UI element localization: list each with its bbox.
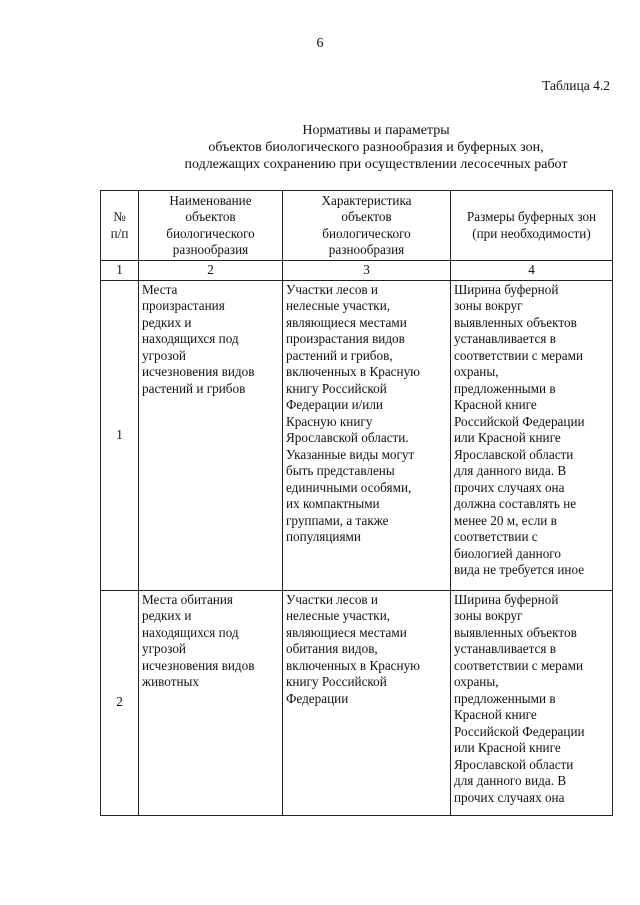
- table-row: [101, 590, 613, 815]
- header-characteristic: Характеристика объектов биологического разнообразия: [283, 191, 451, 261]
- table-row: [101, 280, 613, 590]
- buffer-size-cell: Ширина буферной зоны вокруг выявленных объектов устанавливается в соответствии с мерами охраны, предложенными в Красной книге Российской Федерации или Красной книге Ярославской области для данного вида. В прочих случаях она должна составлять не менее 20 м, если в соответствии с биологией данного вида не требуется иное: [451, 280, 613, 590]
- column-number: 1: [101, 261, 139, 281]
- header-row: [101, 191, 613, 261]
- characteristic-cell: Участки лесов и нелесные участки, являющиеся местами произрастания видов растений и грибов, включенных в Красную книгу Российской Федерации и/или Красную книгу Ярославской области. Указанные виды могут быть представлены единичными особями, их компактными группами, а также популяциями: [283, 280, 451, 590]
- object-name-cell: Места обитания редких и находящихся под угрозой исчезновения видов животных: [139, 590, 283, 815]
- table-label: Таблица 4.2: [542, 78, 610, 93]
- column-number: 3: [283, 261, 451, 281]
- title-line: Нормативы и параметры: [302, 123, 450, 138]
- header-number: № п/п: [101, 191, 139, 261]
- header-object-name: Наименование объектов биологического разнообразия: [139, 191, 283, 261]
- column-number-row: [101, 261, 613, 281]
- row-number: 1: [101, 280, 139, 590]
- characteristic-cell: Участки лесов и нелесные участки, являющиеся местами обитания видов, включенных в Красную книгу Российской Федерации: [283, 590, 451, 815]
- norms-table: [100, 190, 613, 816]
- header-buffer-size: Размеры буферных зон (при необходимости): [451, 191, 613, 261]
- buffer-size-cell: Ширина буферной зоны вокруг выявленных объектов устанавливается в соответствии с мерами охраны, предложенными в Красной книге Российской Федерации или Красной книге Ярославской области для данного вида. В прочих случаях она: [451, 590, 613, 815]
- title-line: объектов биологического разнообразия и буферных зон,: [208, 140, 544, 155]
- row-number: 2: [101, 590, 139, 815]
- page-number: 6: [316, 36, 324, 51]
- column-number: 2: [139, 261, 283, 281]
- object-name-cell: Места произрастания редких и находящихся под угрозой исчезновения видов растений и грибов: [139, 280, 283, 590]
- column-number: 4: [451, 261, 613, 281]
- table-title: [100, 122, 640, 173]
- title-line: подлежащих сохранению при осуществлении лесосечных работ: [184, 157, 568, 172]
